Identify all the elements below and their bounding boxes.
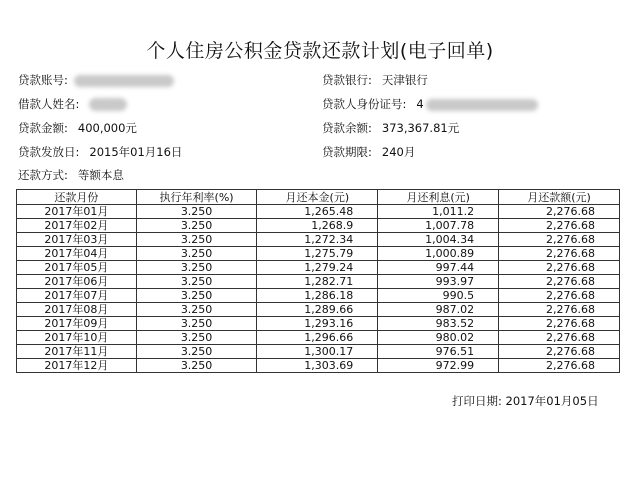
cell-rate: 3.250	[136, 219, 257, 233]
cell-rate: 3.250	[136, 303, 257, 317]
field-label: 借款人姓名:	[18, 97, 80, 111]
field-value: 240月	[381, 145, 416, 159]
cell-month: 2017年10月	[17, 331, 137, 345]
cell-principal: 1,303.69	[257, 359, 378, 373]
cell-payment: 2,276.68	[499, 331, 620, 345]
cell-rate: 3.250	[136, 359, 257, 373]
cell-rate: 3.250	[136, 345, 257, 359]
field-label: 贷款人身份证号:	[322, 97, 407, 111]
field-label: 贷款银行:	[322, 73, 372, 87]
cell-payment: 2,276.68	[499, 261, 620, 275]
header-payment: 月还款额(元)	[499, 190, 620, 205]
table-header-row	[17, 190, 620, 205]
table-row	[17, 331, 620, 345]
table-row	[17, 233, 620, 247]
cell-interest: 1,011.2	[378, 205, 499, 219]
field-value: 等额本息	[77, 168, 124, 182]
header-interest: 月还利息(元)	[378, 190, 499, 205]
cell-rate: 3.250	[136, 261, 257, 275]
cell-month: 2017年11月	[17, 345, 137, 359]
cell-rate: 3.250	[136, 247, 257, 261]
cell-principal: 1,279.24	[257, 261, 378, 275]
cell-payment: 2,276.68	[499, 317, 620, 331]
table-row	[17, 247, 620, 261]
redacted-account-no	[74, 75, 174, 87]
cell-interest: 1,000.89	[378, 247, 499, 261]
field-label: 还款方式:	[18, 168, 68, 182]
cell-interest: 1,004.34	[378, 233, 499, 247]
cell-payment: 2,276.68	[499, 219, 620, 233]
field-label: 贷款账号:	[18, 73, 68, 87]
cell-interest: 983.52	[378, 317, 499, 331]
redacted-borrower-name	[89, 98, 127, 111]
cell-month: 2017年04月	[17, 247, 137, 261]
cell-interest: 990.5	[378, 289, 499, 303]
field-value: 4	[416, 97, 424, 111]
field-label: 贷款发放日:	[18, 145, 80, 159]
header-principal: 月还本金(元)	[257, 190, 378, 205]
table-row	[17, 219, 620, 233]
cell-rate: 3.250	[136, 205, 257, 219]
cell-month: 2017年05月	[17, 261, 137, 275]
field-value: 373,367.81元	[381, 121, 460, 135]
cell-principal: 1,293.16	[257, 317, 378, 331]
field-label: 贷款期限:	[322, 145, 372, 159]
cell-month: 2017年09月	[17, 317, 137, 331]
cell-interest: 993.97	[378, 275, 499, 289]
cell-payment: 2,276.68	[499, 289, 620, 303]
field-term	[322, 144, 415, 160]
cell-principal: 1,265.48	[257, 205, 378, 219]
field-amount	[18, 120, 137, 136]
cell-rate: 3.250	[136, 233, 257, 247]
cell-month: 2017年07月	[17, 289, 137, 303]
cell-payment: 2,276.68	[499, 275, 620, 289]
cell-month: 2017年12月	[17, 359, 137, 373]
field-method	[18, 167, 124, 183]
field-bank	[322, 72, 428, 88]
table-row	[17, 205, 620, 219]
cell-payment: 2,276.68	[499, 247, 620, 261]
cell-principal: 1,268.9	[257, 219, 378, 233]
table-body	[17, 205, 620, 373]
repayment-table	[16, 189, 620, 373]
redacted-id-no	[426, 99, 538, 111]
cell-rate: 3.250	[136, 317, 257, 331]
cell-month: 2017年03月	[17, 233, 137, 247]
cell-interest: 972.99	[378, 359, 499, 373]
cell-payment: 2,276.68	[499, 303, 620, 317]
cell-principal: 1,275.79	[257, 247, 378, 261]
cell-rate: 3.250	[136, 289, 257, 303]
document-title: 个人住房公积金贷款还款计划(电子回单)	[146, 40, 494, 62]
cell-payment: 2,276.68	[499, 205, 620, 219]
table-row	[17, 261, 620, 275]
cell-payment: 2,276.68	[499, 233, 620, 247]
cell-interest: 976.51	[378, 345, 499, 359]
field-value: 400,000元	[77, 121, 137, 135]
cell-interest: 1,007.78	[378, 219, 499, 233]
cell-month: 2017年08月	[17, 303, 137, 317]
field-value: 2015年01月16日	[89, 145, 183, 159]
field-label: 贷款金额:	[18, 121, 68, 135]
table-row	[17, 359, 620, 373]
table-row	[17, 303, 620, 317]
cell-payment: 2,276.68	[499, 359, 620, 373]
cell-rate: 3.250	[136, 331, 257, 345]
cell-month: 2017年06月	[17, 275, 137, 289]
table-row	[17, 317, 620, 331]
field-account-no	[18, 72, 174, 88]
field-label: 贷款余额:	[322, 121, 372, 135]
field-id-no	[322, 96, 538, 112]
cell-payment: 2,276.68	[499, 345, 620, 359]
field-issue-date	[18, 144, 182, 160]
cell-interest: 997.44	[378, 261, 499, 275]
cell-principal: 1,282.71	[257, 275, 378, 289]
cell-interest: 980.02	[378, 331, 499, 345]
cell-principal: 1,286.18	[257, 289, 378, 303]
field-balance	[322, 120, 459, 136]
cell-principal: 1,300.17	[257, 345, 378, 359]
field-value: 天津银行	[381, 73, 428, 87]
cell-rate: 3.250	[136, 275, 257, 289]
table-row	[17, 345, 620, 359]
cell-principal: 1,296.66	[257, 331, 378, 345]
cell-interest: 987.02	[378, 303, 499, 317]
header-rate: 执行年利率(%)	[136, 190, 257, 205]
table-row	[17, 289, 620, 303]
table-row	[17, 275, 620, 289]
cell-principal: 1,272.34	[257, 233, 378, 247]
field-borrower	[18, 96, 127, 112]
header-month: 还款月份	[17, 190, 137, 205]
cell-month: 2017年02月	[17, 219, 137, 233]
print-date: 打印日期: 2017年01月05日	[452, 394, 599, 408]
cell-month: 2017年01月	[17, 205, 137, 219]
cell-principal: 1,289.66	[257, 303, 378, 317]
